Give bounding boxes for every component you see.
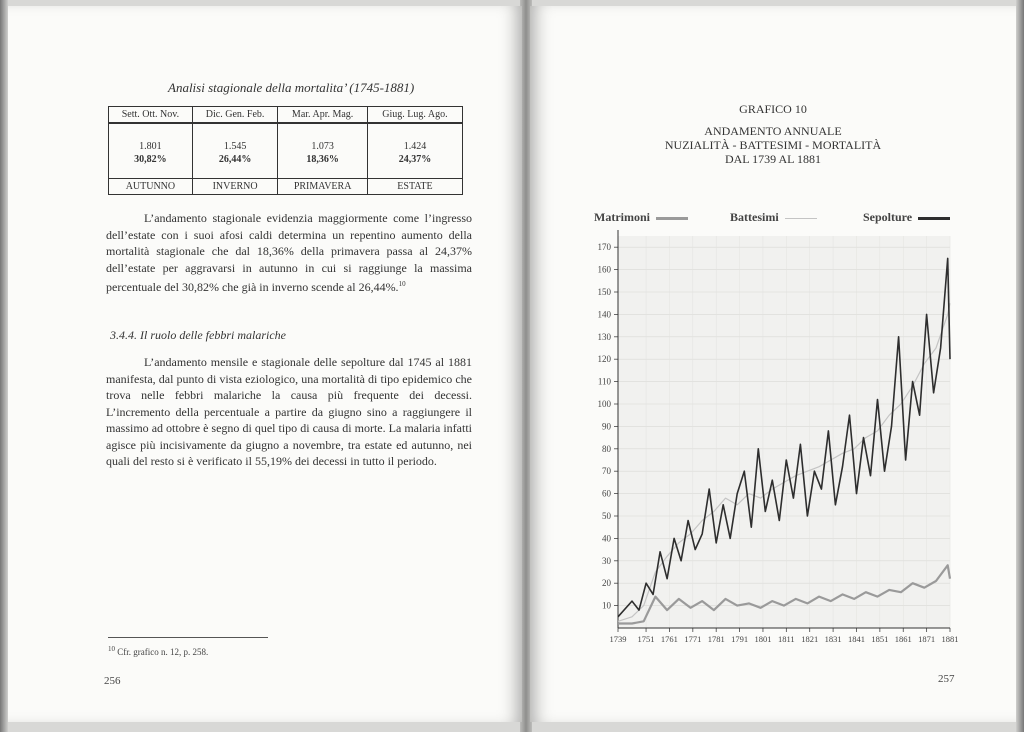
y-tick-label: 100 — [597, 399, 611, 409]
death-percent: 30,82% — [134, 154, 167, 165]
seasonal-mortality-table — [108, 106, 463, 195]
left-page — [8, 6, 522, 722]
legend-matrimoni — [594, 210, 688, 225]
legend-battesimi — [730, 210, 817, 225]
footnote-text: Cfr. grafico n. 12, p. 258. — [117, 647, 209, 657]
x-tick-label: 1771 — [684, 634, 702, 644]
y-tick-label: 20 — [602, 578, 611, 589]
page-edge-right — [1016, 0, 1024, 732]
y-tick-label: 40 — [602, 533, 611, 544]
x-tick-label: 1801 — [754, 634, 772, 644]
y-tick-label: 140 — [597, 309, 611, 320]
section-heading: 3.4.4. Il ruolo delle febbri malariche — [110, 328, 286, 342]
season-name: INVERNO — [192, 179, 278, 195]
paragraph-seasonal — [106, 210, 472, 296]
x-tick-label: 1781 — [707, 634, 725, 644]
death-percent: 26,44% — [218, 154, 252, 165]
legend-swatch — [918, 217, 950, 220]
table-header: Giug. Lug. Ago. — [367, 107, 462, 124]
page-number: 256 — [104, 675, 121, 687]
table-header: Mar. Apr. Mag. — [278, 107, 368, 124]
legend-swatch — [656, 217, 688, 220]
x-tick-label: 1851 — [871, 634, 889, 644]
x-tick-label: 1881 — [941, 634, 959, 644]
season-name: ESTATE — [367, 179, 462, 195]
y-tick-label: 110 — [597, 376, 611, 387]
table-title: Analisi stagionale della mortalita’ (1745-1881) — [168, 80, 415, 95]
y-tick-label: 120 — [597, 354, 611, 365]
y-tick-label: 130 — [597, 331, 611, 342]
paragraph-text: L’andamento stagionale evidenzia maggiormente come l’ingresso dell’estate con i suoi afosi caldi determina un repentino aumento della mortalità stagionale che dal 18,36% della primavera passa al 24,37% dell’estate per aggravarsi in autunno in cui si raggiunge la massima percentuale del 30,82% che già in inverno scende al 26,44%. — [106, 211, 472, 294]
legend-sepolture — [863, 210, 950, 225]
season-name: PRIMAVERA — [278, 179, 368, 195]
y-tick-label: 90 — [602, 421, 611, 432]
x-tick-label: 1821 — [801, 634, 819, 644]
paragraph-malaria: L’andamento mensile e stagionale delle sepolture dal 1745 al 1881 manifesta, dal punto di vista eziologico, una mortalità di tipo epidemico che trova nelle febbri malariche la causa più frequente dei decessi. L’incremento della percentuale a partire da giugno sino a raggiungere il massimo ad ottobre è segno di quel tipo di causa di morte. La malaria infatti agisce più incisivamente da giugno a novembre, tra estate ed autunno, nei quali del resto si è verificato il 55,19% dei decessi in tutto il periodo. — [106, 355, 472, 468]
x-tick-label: 1871 — [918, 634, 936, 644]
y-tick-label: 160 — [597, 264, 611, 275]
page-number: 257 — [938, 673, 955, 685]
x-tick-label: 1811 — [777, 634, 795, 644]
x-tick-label: 1841 — [847, 634, 865, 644]
graph-title-line: DAL 1739 AL 1881 — [724, 152, 822, 166]
death-count: 1.424 — [403, 141, 427, 152]
y-tick-label: 80 — [602, 443, 611, 454]
x-tick-label: 1791 — [731, 634, 749, 644]
y-tick-label: 50 — [602, 511, 611, 521]
page-edge-left — [0, 0, 8, 732]
graph-label: GRAFICO 10 — [739, 102, 807, 116]
x-tick-label: 1739 — [609, 634, 627, 644]
y-tick-label: 10 — [602, 600, 611, 611]
graph-title — [530, 124, 1016, 166]
x-tick-label: 1761 — [660, 634, 678, 644]
death-percent: 18,36% — [306, 154, 339, 165]
table-cell — [192, 123, 278, 179]
graph-title-line: ANDAMENTO ANNUALE — [704, 124, 842, 138]
death-count: 1.545 — [223, 141, 247, 152]
table-cell — [278, 123, 368, 179]
graph-title-line: NUZIALITÀ - BATTESIMI - MORTALITÀ — [664, 138, 882, 152]
y-tick-label: 150 — [597, 287, 611, 297]
season-name: AUTUNNO — [109, 179, 193, 195]
death-count: 1.801 — [139, 141, 162, 152]
legend-label: Sepolture — [863, 210, 913, 224]
legend-label: Matrimoni — [594, 210, 650, 224]
annual-trend-chart — [590, 228, 960, 652]
x-tick-label: 1861 — [894, 634, 912, 644]
plot-area — [618, 236, 950, 628]
right-page — [530, 6, 1016, 722]
table-cell — [367, 123, 462, 179]
y-tick-label: 60 — [602, 488, 611, 499]
table-header: Sett. Ott. Nov. — [109, 107, 193, 124]
table-header: Dic. Gen. Feb. — [192, 107, 278, 124]
footnote-divider — [108, 637, 268, 638]
death-count: 1.073 — [311, 141, 334, 152]
y-tick-label: 30 — [602, 555, 611, 566]
death-percent: 24,37% — [398, 154, 432, 165]
legend-swatch — [785, 218, 817, 219]
footnote-reference: 10 — [398, 280, 406, 288]
x-tick-label: 1751 — [637, 634, 655, 644]
y-tick-label: 70 — [602, 466, 611, 477]
y-tick-label: 170 — [597, 242, 611, 253]
footnote — [108, 645, 208, 657]
x-tick-label: 1831 — [824, 634, 842, 644]
table-cell — [109, 123, 193, 179]
legend-label: Battesimi — [730, 210, 779, 224]
footnote-mark: 10 — [108, 645, 115, 653]
